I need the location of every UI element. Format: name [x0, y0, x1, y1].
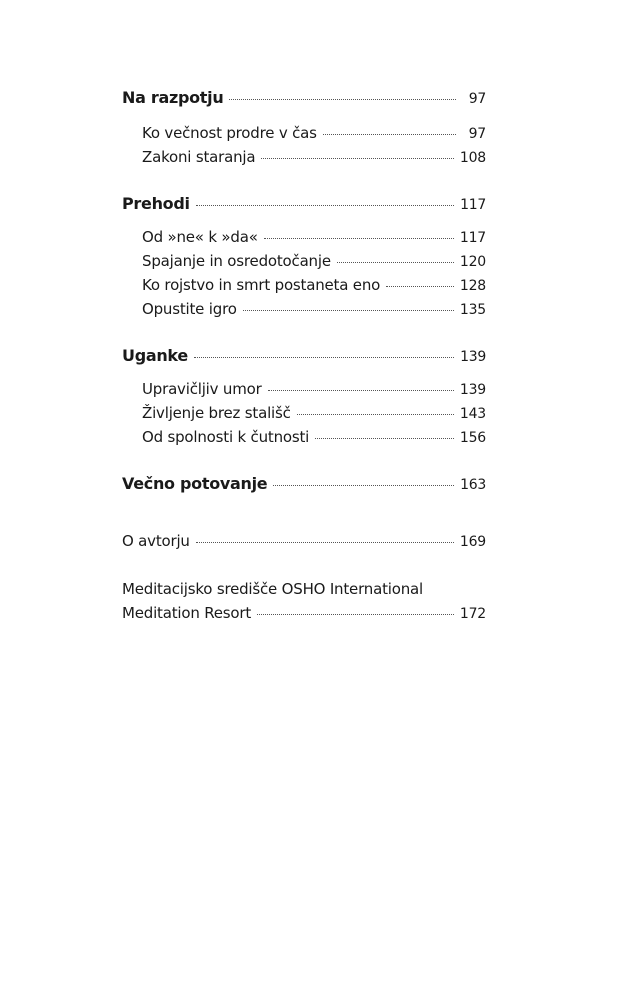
toc-section[interactable]: [142, 404, 486, 422]
toc-section[interactable]: [142, 124, 486, 142]
page-number: 97: [468, 126, 486, 142]
dot-leader: [229, 99, 456, 100]
toc-section[interactable]: [142, 380, 486, 398]
dot-leader: [386, 286, 454, 287]
resort-title-line2: Meditation Resort: [122, 604, 252, 622]
chapter-title: Prehodi: [122, 194, 190, 213]
dot-leader: [268, 390, 454, 391]
toc-section[interactable]: [142, 148, 486, 166]
dot-leader: [261, 158, 454, 159]
dot-leader: [194, 357, 454, 358]
toc-section[interactable]: [142, 276, 486, 294]
page-number: 139: [460, 349, 486, 365]
about-author-title: O avtorju: [122, 532, 190, 550]
section-title: Ko večnost prodre v čas: [142, 124, 317, 142]
page-number: 156: [459, 430, 486, 446]
dot-leader: [337, 262, 454, 263]
toc-section[interactable]: [142, 300, 486, 318]
dot-leader: [315, 438, 454, 439]
page-number: 108: [459, 150, 486, 166]
chapter-title: Uganke: [122, 346, 188, 365]
page-number: 120: [459, 254, 486, 270]
dot-leader: [323, 134, 456, 135]
page-number: 172: [459, 606, 486, 622]
page-number: 169: [459, 534, 486, 550]
section-title: Življenje brez stališč: [142, 404, 291, 422]
section-title: Opustite igro: [142, 300, 237, 318]
page-number: 163: [460, 477, 486, 493]
toc-about-author[interactable]: [122, 532, 486, 550]
page-number: 135: [459, 302, 486, 318]
dot-leader: [243, 310, 454, 311]
dot-leader: [273, 485, 454, 486]
chapter-title: Na razpotju: [122, 88, 224, 107]
dot-leader: [196, 205, 454, 206]
toc-section[interactable]: [142, 428, 486, 446]
chapter-title: Večno potovanje: [122, 474, 268, 493]
section-title: Ko rojstvo in smrt postaneta eno: [142, 276, 381, 294]
resort-title-line1[interactable]: Meditacijsko središče OSHO International: [122, 580, 423, 598]
dot-leader: [257, 614, 454, 615]
toc-chapter[interactable]: [122, 474, 486, 493]
page-number: 143: [459, 406, 486, 422]
section-title: Spajanje in osredotočanje: [142, 252, 331, 270]
toc-chapter[interactable]: [122, 346, 486, 365]
page-number: 117: [459, 230, 486, 246]
dot-leader: [297, 414, 454, 415]
section-title: Upravičljiv umor: [142, 380, 262, 398]
page-number: 97: [468, 91, 486, 107]
page-number: 128: [459, 278, 486, 294]
dot-leader: [264, 238, 454, 239]
section-title: Od »ne« k »da«: [142, 228, 258, 246]
toc-section[interactable]: [142, 228, 486, 246]
dot-leader: [196, 542, 454, 543]
toc-section[interactable]: [142, 252, 486, 270]
page-number: 139: [459, 382, 486, 398]
section-title: Zakoni staranja: [142, 148, 256, 166]
toc-chapter[interactable]: [122, 194, 486, 213]
page-number: 117: [460, 197, 486, 213]
toc-chapter[interactable]: [122, 88, 486, 107]
section-title: Od spolnosti k čutnosti: [142, 428, 310, 446]
toc-resort[interactable]: [122, 604, 486, 622]
